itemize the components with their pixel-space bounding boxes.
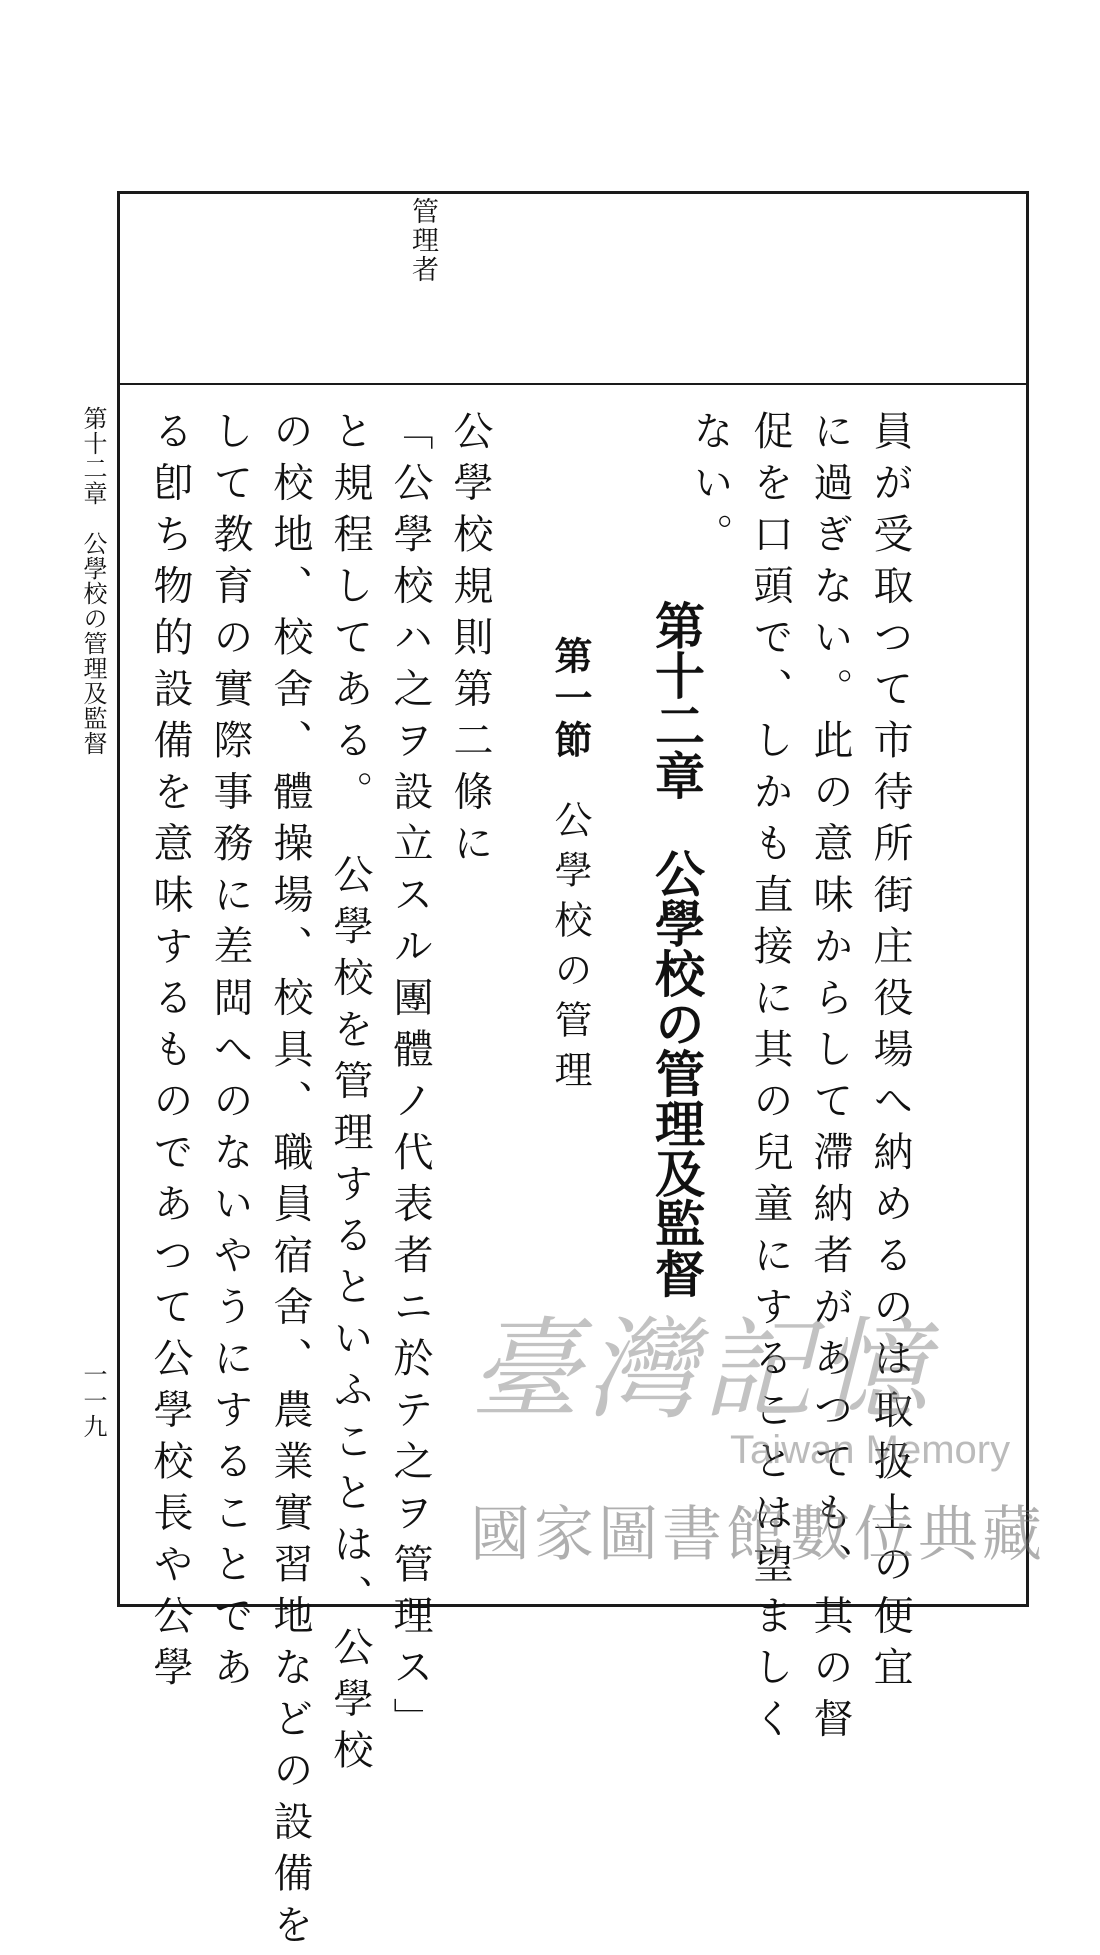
chapter-heading: [648, 600, 704, 1298]
watermark-chinese: 國家圖書館數位典藏: [470, 1501, 1046, 1568]
running-head: 第十二章 公學校の管理及監督: [79, 406, 107, 756]
body-column-10: る卽ち物的設備を意味するものであつて公學校長や公學: [147, 410, 193, 1698]
body-column-8: の校地、校舍、體操場、校具、職員宿舍、農業實習地などの設備を: [267, 410, 313, 1955]
section-heading: [548, 636, 592, 1100]
body-column-5: 公學校規則第二條に: [447, 410, 493, 874]
body-column-1: 員が受取つて市待所街庄役場へ納めるのは取扱上の便宜: [867, 410, 913, 1698]
watermark-script-logo: 臺灣記憶: [470, 1306, 934, 1434]
body-column-7: と規程してある。 公學校を管理するといふことは、公學校: [327, 410, 373, 1781]
body-column-4: ない。: [687, 410, 733, 565]
body-column-6: 「公學校ハ之ヲ設立スル團體ノ代表者ニ於テ之ヲ管理ス」: [387, 410, 433, 1749]
page-number: 一一九: [79, 1362, 107, 1440]
body-column-3: 促を口頭で、しかも直接に其の兒童にすることは望ましく: [747, 410, 793, 1749]
watermark-english: Taiwan Memory: [730, 1428, 1011, 1472]
body-column-9: して教育の實際事務に差閊へのないやうにすることであ: [207, 410, 253, 1698]
header-rule: [117, 383, 1029, 385]
body-column-2: に過ぎない。此の意味からして滯納者があつても、其の督: [807, 410, 853, 1749]
chapter-title: 公學校の管理及監督: [647, 848, 706, 1298]
chapter-number: 第十二章: [647, 600, 706, 800]
section-number: 第一節: [548, 636, 593, 762]
section-title: 公學校の管理: [548, 800, 592, 1100]
margin-label: 管理者: [407, 197, 438, 284]
